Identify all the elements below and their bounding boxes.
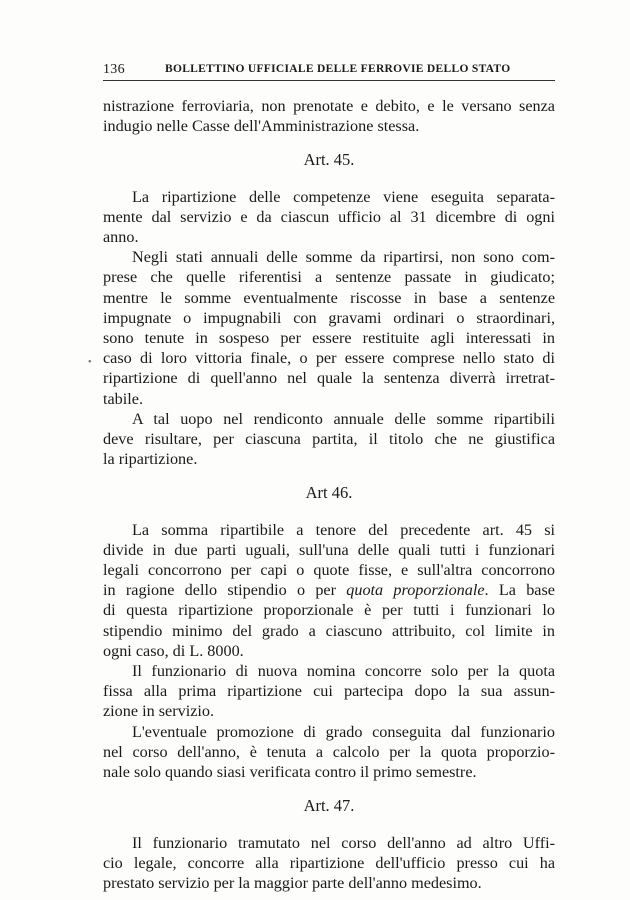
article-45-title: Art. 45. (303, 150, 355, 170)
article-46-title: Art 46. (305, 483, 353, 503)
page-number: 136 (103, 62, 125, 77)
body-line: fissa alla prima ripartizione cui partecipa dopo la sua assun- (103, 682, 555, 701)
running-title: BOLLETTINO UFFICIALE DELLE FERROVIE DELLO STATO (165, 63, 511, 75)
body-line: tabile. (103, 389, 144, 408)
line-segment: in ragione dello stipendio o per (103, 581, 347, 600)
margin-mark: • (88, 357, 92, 368)
body-line: Il funzionario tramutato nel corso dell'anno ad altro Uffi- (132, 833, 555, 852)
italic-term: quota proporzionale (346, 581, 485, 600)
body-line: nel corso dell'anno, è tenuta a calcolo per la quota proporzio- (103, 742, 555, 761)
body-line: divide in due parti uguali, sull'una delle quali tutti i funzionari (103, 540, 555, 559)
body-line: ripartizione di quell'anno nel quale la sentenza diverrà irretrat- (103, 369, 555, 388)
body-line: zione in servizio. (103, 702, 215, 721)
body-line: di questa ripartizione proporzionale è per tutti i funzionari lo (103, 601, 555, 620)
article-47-title: Art. 47. (303, 796, 355, 816)
body-line: impugnate o impugnabili con gravami ordinari o straordinari, (103, 308, 555, 327)
body-line: nistrazione ferroviaria, non prenotate e debito, e le versano senza (103, 97, 555, 115)
body-line: sono tenute in sospeso per essere restituite agli interessati in (103, 329, 555, 348)
page-header (103, 60, 555, 81)
body-line: La somma ripartibile a tenore del precedente art. 45 si (132, 520, 555, 539)
line-segment: . La base (484, 581, 555, 600)
body-line: Negli stati annuali delle somme da ripartirsi, non sono com- (132, 248, 555, 267)
body-line: ogni caso, di L. 8000. (103, 641, 244, 660)
body-line: mentre le somme eventualmente riscosse in base a sentenze (103, 288, 555, 307)
page-body (103, 96, 555, 893)
body-line: L'eventuale promozione di grado conseguita dal funzionario (132, 722, 555, 741)
body-line: anno. (103, 228, 139, 247)
body-line: la ripartizione. (103, 450, 198, 469)
body-line: La ripartizione delle competenze viene eseguita separata- (132, 187, 555, 206)
body-line: cio legale, concorre alla ripartizione dell'ufficio presso cui ha (103, 853, 555, 872)
body-line: indugio nelle Casse dell'Amministrazione stessa. (103, 117, 420, 136)
body-line: Il funzionario di nuova nomina concorre solo per la quota (132, 662, 555, 681)
body-line: legali concorrono per capi o quote fisse, e sull'altra concorrono (103, 561, 555, 580)
body-line (103, 580, 555, 600)
body-line: caso di loro vittoria finale, o per essere comprese nello stato di (103, 349, 555, 368)
body-line: deve risultare, per ciascuna partita, il titolo che ne giustifica (103, 430, 555, 449)
body-line: nale solo quando siasi verificata contro il primo semestre. (103, 763, 477, 782)
body-line: A tal uopo nel rendiconto annuale delle somme ripartibili (132, 409, 555, 428)
body-line: stipendio minimo del grado a ciascuno attribuito, col limite in (103, 621, 555, 640)
body-line: prese che quelle riferentisi a sentenze passate in giudicato; (103, 268, 555, 287)
body-line: prestato servizio per la maggior parte dell'anno medesimo. (103, 873, 482, 892)
body-line: mente dal servizio e da ciascun ufficio al 31 dicembre di ogni (103, 207, 555, 226)
